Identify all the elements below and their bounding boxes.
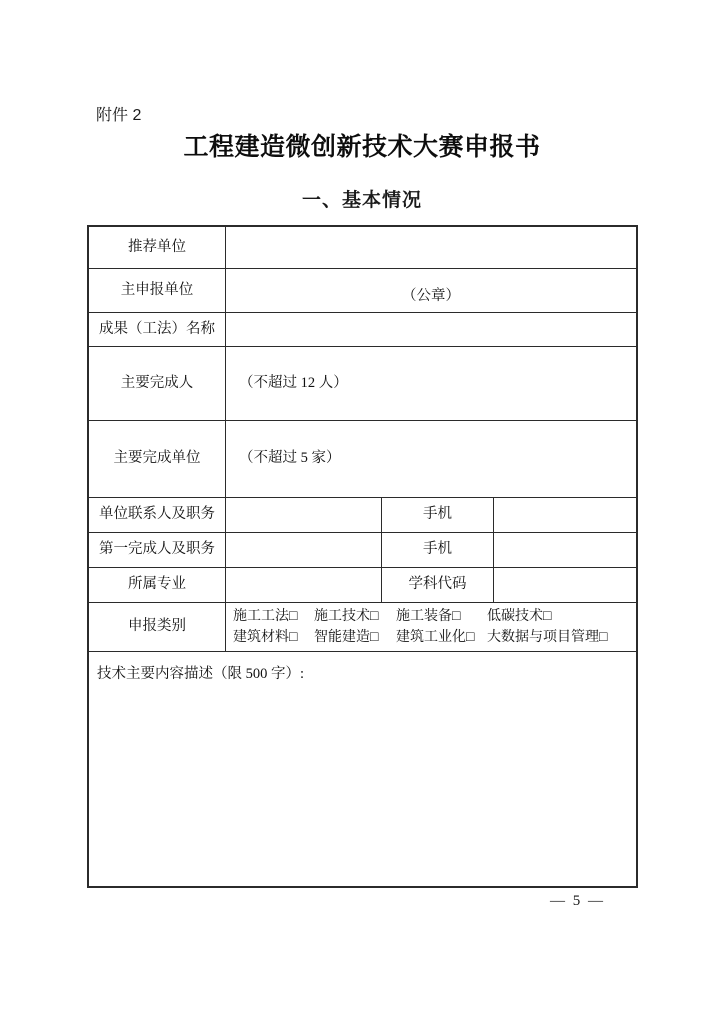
basic-info-table	[87, 225, 638, 888]
attachment-label: 附件 2	[96, 107, 142, 124]
table-row	[89, 603, 636, 652]
table-row	[89, 347, 636, 421]
subject-code-label: 学科代码	[382, 568, 494, 602]
unit-contact-label: 单位联系人及职务	[89, 498, 226, 532]
unit-contact-field[interactable]	[226, 498, 382, 532]
table-row	[89, 568, 636, 603]
first-completer-field[interactable]	[226, 533, 382, 567]
stamp-hint: （公章）	[402, 288, 460, 305]
profession-field[interactable]	[226, 568, 382, 602]
main-complete-units-field[interactable]	[226, 421, 636, 497]
main-complete-units-label: 主要完成单位	[89, 421, 226, 497]
category-label: 申报类别	[89, 603, 226, 651]
table-row	[89, 421, 636, 498]
main-applicant-field[interactable]	[226, 269, 636, 312]
units-limit-hint: （不超过 5 家）	[239, 450, 341, 467]
first-completer-label: 第一完成人及职务	[89, 533, 226, 567]
subject-code-field[interactable]	[494, 568, 640, 602]
table-row	[89, 269, 636, 313]
achievement-name-label: 成果（工法）名称	[89, 313, 226, 346]
recommend-unit-field[interactable]	[226, 227, 636, 268]
table-row	[89, 533, 636, 568]
category-option-building-materials[interactable]: 建筑材料□	[233, 630, 298, 645]
table-row	[89, 313, 636, 347]
table-row	[89, 652, 636, 886]
first-completer-phone-field[interactable]	[494, 533, 640, 567]
category-options-line1	[233, 606, 636, 627]
main-applicant-label: 主申报单位	[89, 269, 226, 312]
category-option-industrialization[interactable]: 建筑工业化□	[396, 630, 475, 645]
unit-contact-phone-label: 手机	[382, 498, 494, 532]
category-option-construction-method[interactable]: 施工工法□	[233, 609, 298, 624]
description-label: 技术主要内容描述（限 500 字）:	[97, 666, 305, 682]
unit-contact-phone-field[interactable]	[494, 498, 640, 532]
page-number: — 5 —	[550, 893, 605, 909]
section-heading-basic-info: 一、基本情况	[301, 190, 422, 211]
category-option-construction-equipment[interactable]: 施工装备□	[396, 609, 461, 624]
category-option-smart-construction[interactable]: 智能建造□	[314, 630, 379, 645]
table-row	[89, 498, 636, 533]
completers-limit-hint: （不超过 12 人）	[239, 374, 348, 391]
main-completers-field[interactable]	[226, 347, 636, 420]
category-option-construction-tech[interactable]: 施工技术□	[314, 609, 379, 624]
category-option-low-carbon[interactable]: 低碳技术□	[487, 609, 552, 624]
category-options	[226, 603, 636, 651]
category-option-big-data-management[interactable]: 大数据与项目管理□	[487, 630, 608, 645]
main-completers-label: 主要完成人	[89, 347, 226, 420]
recommend-unit-label: 推荐单位	[89, 227, 226, 268]
first-completer-phone-label: 手机	[382, 533, 494, 567]
description-field[interactable]	[89, 652, 636, 886]
achievement-name-field[interactable]	[226, 313, 636, 346]
category-options-line2	[233, 627, 636, 648]
profession-label: 所属专业	[89, 568, 226, 602]
document-title: 工程建造微创新技术大赛申报书	[183, 134, 541, 161]
table-row	[89, 227, 636, 269]
